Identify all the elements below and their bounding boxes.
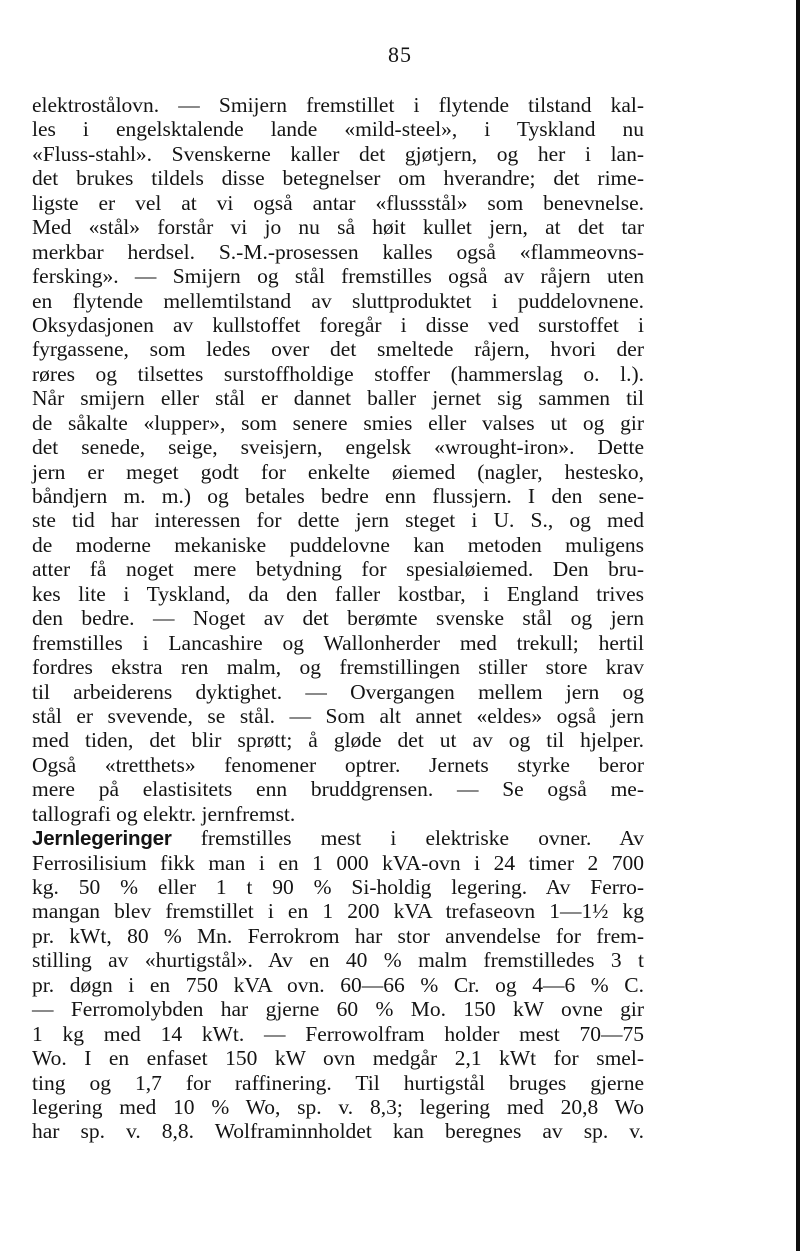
text-line: stål er svevende, se stål. — Som alt annet «eldes» også jern bbox=[32, 703, 644, 728]
text-line: med tiden, det blir sprøtt; å gløde det ut av og til hjelper. bbox=[32, 728, 644, 753]
entry-first-line bbox=[32, 826, 644, 850]
text-line: elektrostålovn. — Smijern fremstillet i flytende tilstand kal- bbox=[32, 93, 644, 117]
entry-line: 1 kg med 14 kWt. — Ferrowolfram holder mest 70—75 bbox=[32, 1021, 644, 1046]
text-line: fremstilles i Lancashire og Wallonherder med trekull; hertil bbox=[32, 630, 644, 655]
text-line: det senede, seige, sveisjern, engelsk «wrought-iron». Dette bbox=[32, 435, 644, 460]
entry-line: legering med 10 % Wo, sp. v. 8,3; legering med 20,8 Wo bbox=[32, 1094, 644, 1119]
entry-line: pr. kWt, 80 % Mn. Ferrokrom har stor anvendelse for frem- bbox=[32, 923, 644, 948]
text-line: til arbeiderens dyktighet. — Overgangen mellem jern og bbox=[32, 679, 644, 704]
text-line: fyrgassene, som ledes over det smeltede råjern, hvori der bbox=[32, 337, 644, 362]
text-line: fersking». — Smijern og stål fremstilles også av råjern uten bbox=[32, 264, 644, 289]
text-line: jern er meget godt for enkelte øiemed (nagler, hestesko, bbox=[32, 459, 644, 484]
text-line: merkbar herdsel. S.-M.-prosessen kalles også «flammeovns- bbox=[32, 239, 644, 264]
text-line: tallografi og elektr. jernfremst. bbox=[32, 801, 296, 826]
entry-first-line-text: fremstilles mest i elektriske ovner. Av bbox=[200, 826, 645, 851]
entry-line: Wo. I en enfaset 150 kW ovn medgår 2,1 kWt for smel- bbox=[32, 1046, 644, 1071]
text-line: fordres ekstra ren malm, og fremstillingen stiller store krav bbox=[32, 655, 644, 680]
text-line: en flytende mellemtilstand av sluttproduktet i puddelovnene. bbox=[32, 288, 644, 313]
page-edge-border bbox=[796, 0, 800, 1251]
text-line: Også «tretthets» fenomener optrer. Jernets styrke beror bbox=[32, 752, 644, 777]
text-line: Oksydasjonen av kullstoffet foregår i disse ved surstoffet i bbox=[32, 312, 644, 337]
text-line: det brukes tildels disse betegnelser om hverandre; det rime- bbox=[32, 166, 644, 191]
entry-line: Ferrosilisium fikk man i en 1 000 kVA-ovn i 24 timer 2 700 bbox=[32, 850, 644, 875]
text-line: atter få noget mere betydning for spesialøiemed. Den bru- bbox=[32, 557, 644, 582]
text-line: båndjern m. m.) og betales bedre enn flussjern. I den sene- bbox=[32, 484, 644, 508]
text-line: mere på elastisitets enn bruddgrensen. — Se også me- bbox=[32, 777, 644, 802]
entry-line: — Ferromolybden har gjerne 60 % Mo. 150 kW ovne gir bbox=[32, 997, 644, 1022]
page-number: 85 bbox=[388, 42, 412, 67]
text-line: kes lite i Tyskland, da den faller kostbar, i England trives bbox=[32, 581, 644, 606]
text-line: de moderne mekaniske puddelovne kan metoden muligens bbox=[32, 532, 644, 557]
entry-line: ting og 1,7 for raffinering. Til hurtigstål bruges gjerne bbox=[32, 1070, 644, 1095]
entry-line: har sp. v. 8,8. Wolframinnholdet kan beregnes av sp. v. bbox=[32, 1119, 644, 1144]
text-line: røres og tilsettes surstoffholdige stoffer (hammerslag o. l.). bbox=[32, 361, 644, 386]
entry-headword: Jernlegeringer bbox=[32, 827, 172, 851]
text-line: de såkalte «lupper», som senere smies eller valses ut og gir bbox=[32, 410, 644, 435]
entry-line: mangan blev fremstillet i en 1 200 kVA trefaseovn 1—1½ kg bbox=[32, 899, 644, 924]
entry-line: pr. døgn i en 750 kVA ovn. 60—66 % Cr. og 4—6 % C. bbox=[32, 972, 644, 997]
text-line: Når smijern eller stål er dannet baller jernet sig sammen til bbox=[32, 386, 644, 411]
text-line: «Fluss-stahl». Svenskerne kaller det gjøtjern, og her i lan- bbox=[32, 141, 644, 166]
body-text bbox=[32, 93, 644, 1144]
entry-line: stilling av «hurtigstål». Av en 40 % malm fremstilledes 3 t bbox=[32, 948, 644, 973]
text-line: ligste er vel at vi også antar «flussstål» som benevnelse. bbox=[32, 190, 644, 215]
entry-line: kg. 50 % eller 1 t 90 % Si-holdig legering. Av Ferro- bbox=[32, 875, 644, 899]
text-line: les i engelsktalende lande «mild-steel», i Tyskland nu bbox=[32, 117, 644, 142]
text-line: den bedre. — Noget av det berømte svenske stål og jern bbox=[32, 606, 644, 631]
text-line: Med «stål» forstår vi jo nu så høit kullet jern, at det tar bbox=[32, 215, 644, 240]
text-line: ste tid har interessen for dette jern steget i U. S., og med bbox=[32, 508, 644, 533]
